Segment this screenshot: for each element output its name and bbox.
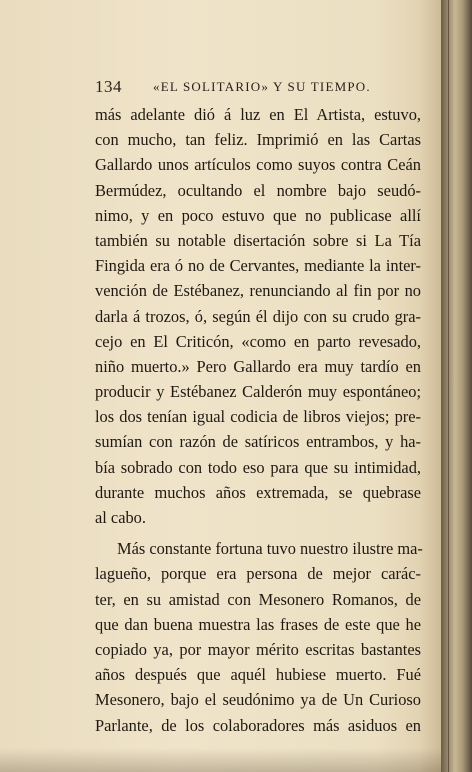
page-bottom-shadow (0, 748, 441, 772)
body-text (95, 102, 421, 738)
text-line: al cabo. (95, 508, 146, 527)
gutter-crease (448, 0, 449, 772)
text-line: durante muchos años extremada, se quebrase (95, 482, 421, 502)
text-line: bía sobrado con todo eso para que su intimidad, (95, 457, 421, 477)
text-line: copiado ya, por mayor mérito escritas bastantes (95, 639, 421, 659)
running-title: «EL SOLITARIO» Y SU TIEMPO. (153, 79, 371, 94)
text-line: Fingida era ó no de Cervantes, mediante la inter- (95, 256, 421, 276)
text-line: niño muerto.» Pero Gallardo era muy tardío en (95, 356, 421, 376)
text-line: Parlante, de los colaboradores más asiduos en (95, 715, 421, 735)
text-line: Gallardo unos artículos como suyos contra Ceán (95, 155, 421, 175)
text-line: cejo en El Criticón, «como en parto revesado, (95, 331, 421, 351)
text-line: sumían con razón de satíricos entrambos, y ha- (95, 432, 421, 452)
text-line: Mesonero, bajo el seudónimo ya de Un Curioso (95, 690, 421, 710)
text-line: Bermúdez, ocultando el nombre bajo seudó- (95, 180, 421, 200)
page-number: 134 (95, 77, 122, 96)
page-header (95, 75, 421, 97)
text-line: con mucho, tan feliz. Imprimió en las Cartas (95, 130, 421, 150)
text-line: vención de Estébanez, renunciando al fin por no (95, 281, 421, 301)
text-line: más adelante dió á luz en El Artista, estuvo, (95, 105, 421, 124)
paragraph-1 (95, 102, 421, 530)
text-line: darla á trozos, ó, según él dijo con su crudo gra- (95, 306, 421, 326)
text-line: también su notable disertación sobre si La Tía (95, 230, 421, 250)
text-line: Más constante fortuna tuvo nuestro ilustre ma- (117, 539, 423, 559)
text-line: que dan buena muestra las frases de este que he (95, 614, 421, 634)
text-line: ter, en su amistad con Mesonero Romanos, de (95, 589, 421, 609)
text-line: nimo, y en poco estuvo que no publicase allí (95, 205, 421, 225)
book-gutter (441, 0, 472, 772)
text-line: lagueño, porque era persona de mejor carác- (95, 564, 421, 584)
text-line: producir y Estébanez Calderón muy espontáneo; (95, 382, 421, 402)
text-line: años después que aquél hubiese muerto. Fué (95, 665, 421, 685)
text-line: los dos tenían igual codicia de libros viejos; pre- (95, 407, 421, 427)
paragraph-2 (95, 536, 421, 738)
